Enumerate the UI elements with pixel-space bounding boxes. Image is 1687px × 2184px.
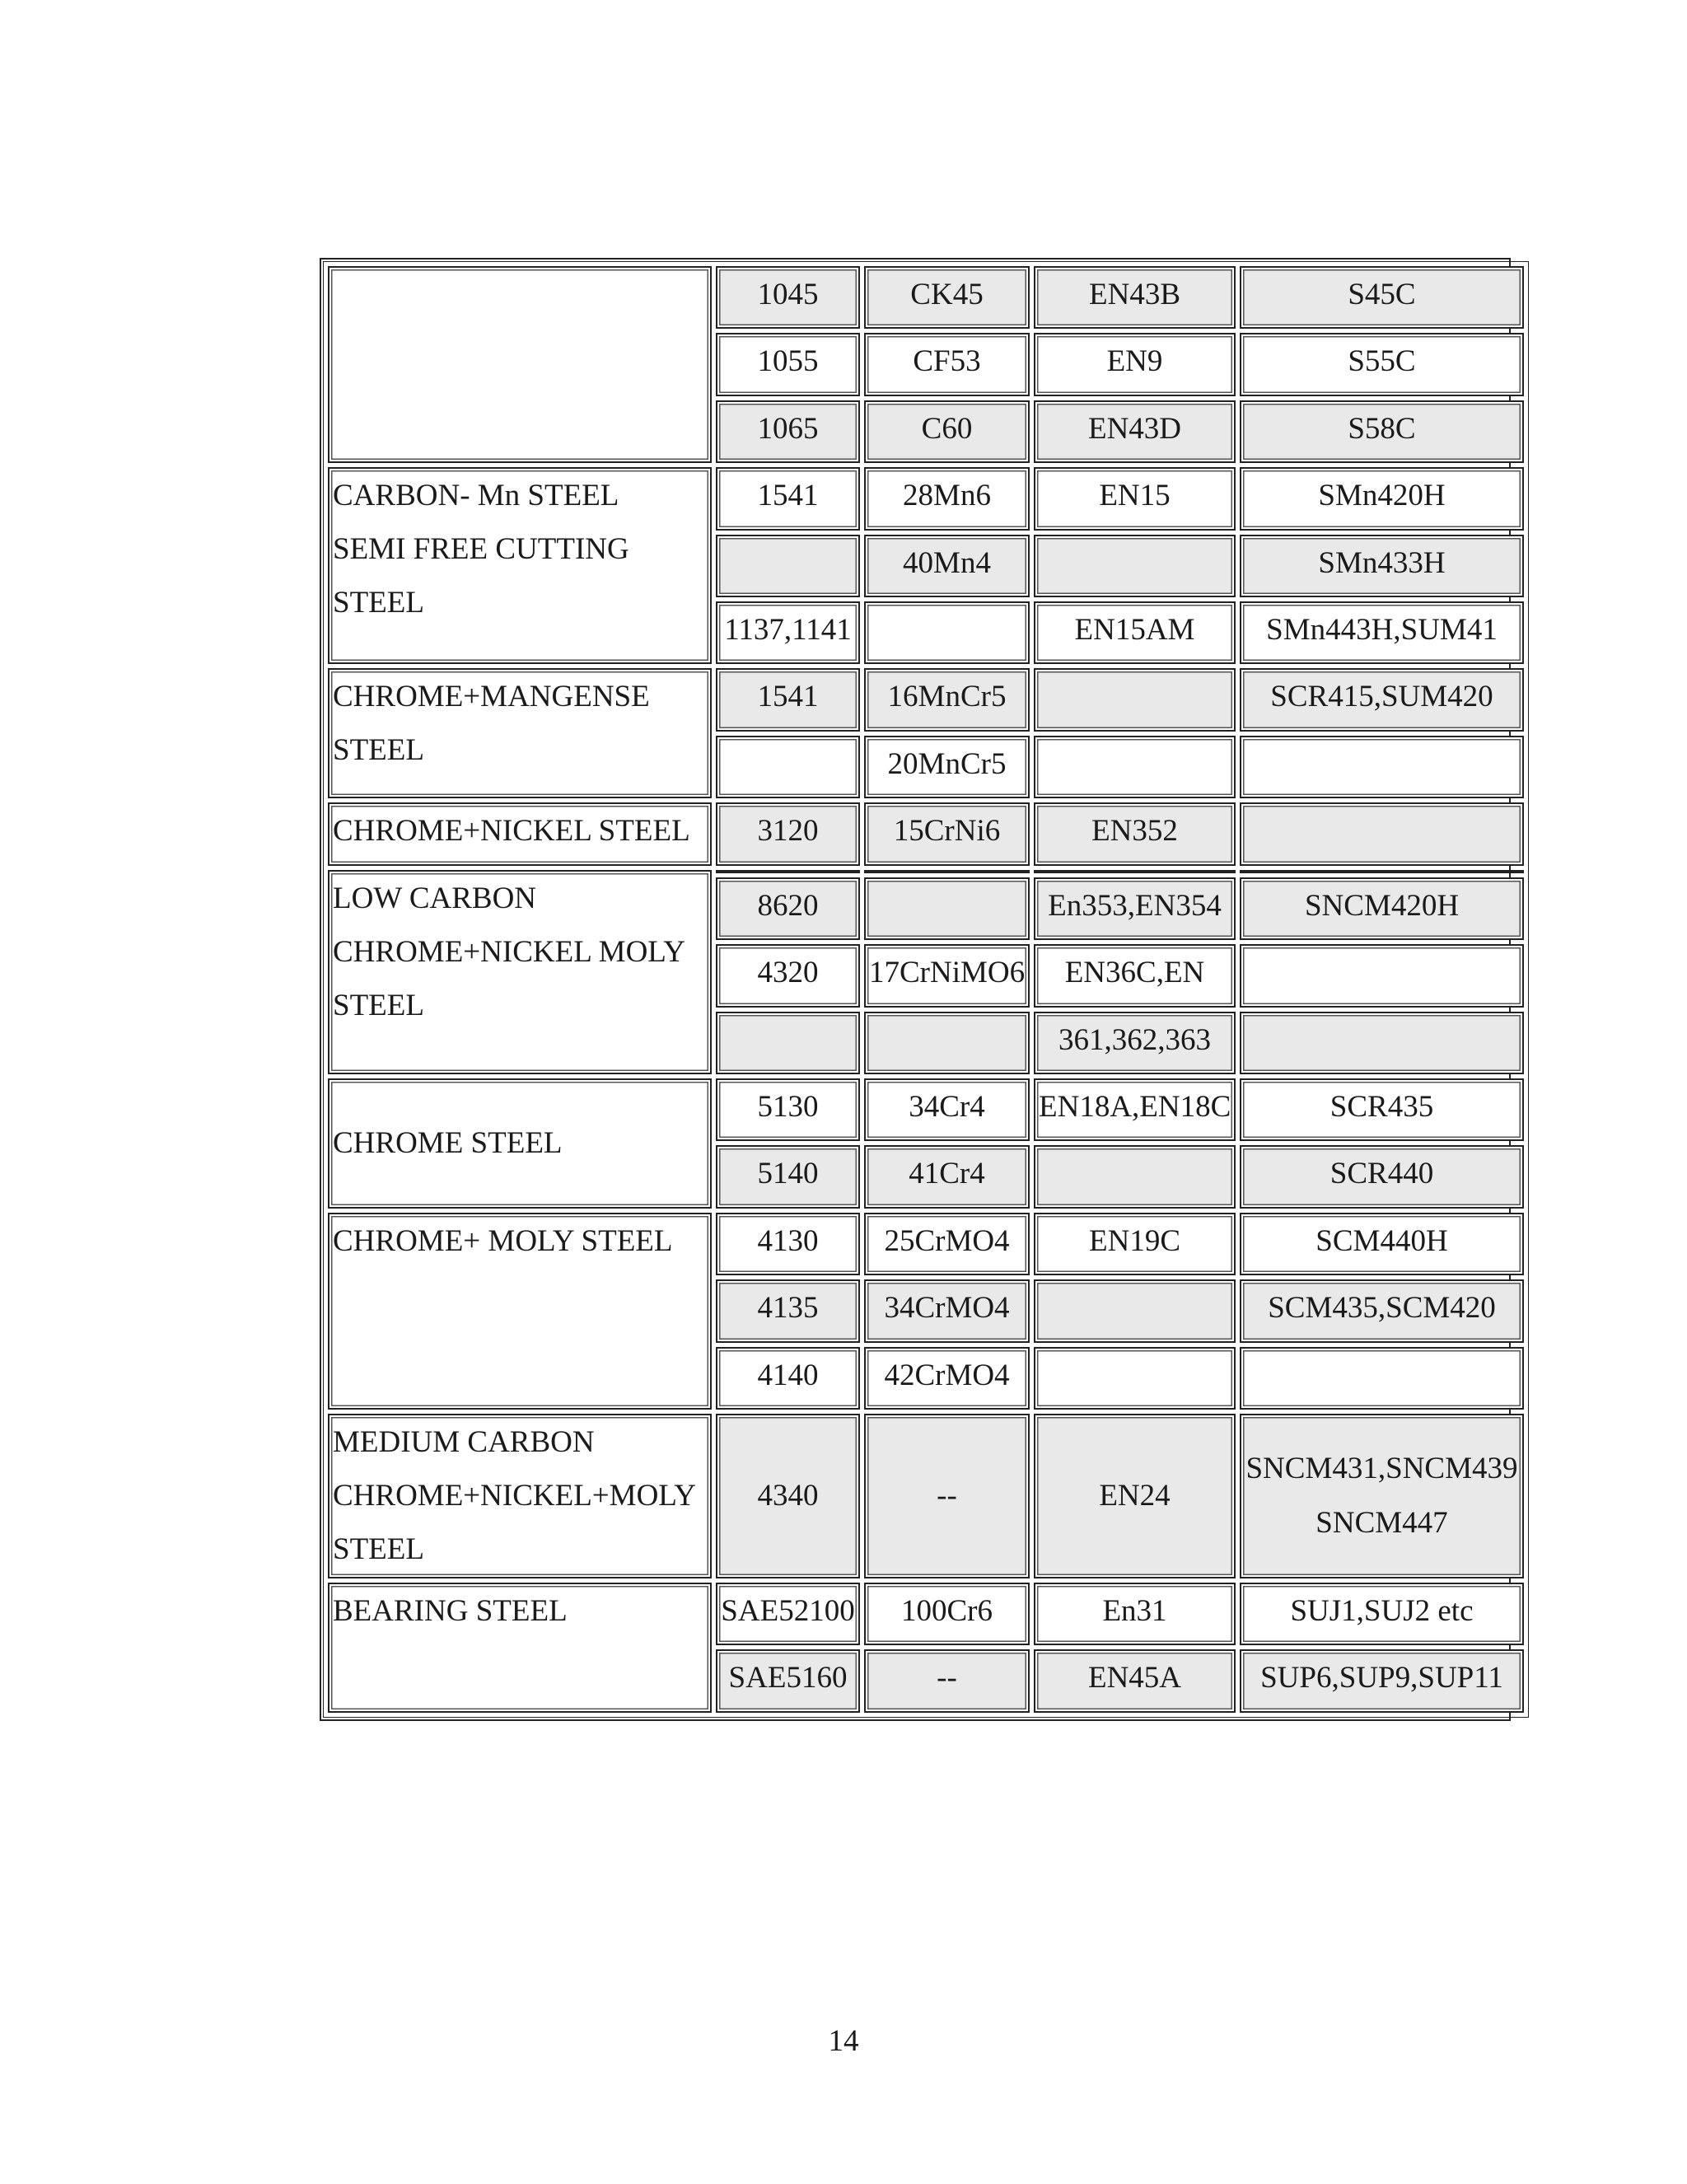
en-cell <box>1034 870 1236 873</box>
sae-aisi-cell: 4140 <box>716 1347 860 1410</box>
jis-cell: SMn433H <box>1240 535 1524 597</box>
category-label: CHROME+ MOLY STEEL <box>333 1223 673 1258</box>
din-cell <box>864 601 1030 664</box>
table-row <box>328 467 1524 530</box>
din-cell: 34CrMO4 <box>864 1279 1030 1342</box>
category-label: CHROME+MANGENSE <box>333 680 650 714</box>
table-row <box>328 1583 1524 1645</box>
jis-cell: S55C <box>1240 333 1524 395</box>
jis-cell: SNCM420H <box>1240 877 1524 940</box>
page-number: 14 <box>828 2024 859 2058</box>
jis-cell <box>1240 944 1524 1007</box>
en-cell <box>1034 736 1236 798</box>
table-row <box>328 668 1524 731</box>
en-cell: EN19C <box>1034 1213 1236 1275</box>
din-cell: CK45 <box>864 266 1030 329</box>
din-cell: -- <box>864 1414 1030 1578</box>
din-cell <box>864 877 1030 940</box>
category-label: SEMI FREE CUTTING <box>333 532 629 567</box>
jis-cell: SCR435 <box>1240 1078 1524 1141</box>
sae-aisi-cell: 1137,1141 <box>716 601 860 664</box>
en-cell <box>1034 668 1236 731</box>
din-cell: 100Cr6 <box>864 1583 1030 1645</box>
sae-aisi-cell: 1541 <box>716 668 860 731</box>
sae-aisi-cell <box>716 1012 860 1074</box>
jis-cell <box>1240 736 1524 798</box>
sae-aisi-cell: SAE5160 <box>716 1649 860 1713</box>
sae-aisi-cell: 1541 <box>716 467 860 530</box>
category-label: STEEL <box>333 586 424 620</box>
sae-aisi-cell: 1055 <box>716 333 860 395</box>
table-row <box>328 1078 1524 1141</box>
din-cell: 28Mn6 <box>864 467 1030 530</box>
sae-aisi-cell: 4320 <box>716 944 860 1007</box>
category-label: LOW CARBON <box>333 881 537 915</box>
din-cell: 16MnCr5 <box>864 668 1030 731</box>
en-cell: En31 <box>1034 1583 1236 1645</box>
table-row <box>328 266 1524 329</box>
din-cell: 41Cr4 <box>864 1145 1030 1208</box>
din-cell: 40Mn4 <box>864 535 1030 597</box>
category-label: STEEL <box>333 733 424 768</box>
jis-cell: SMn443H,SUM41 <box>1240 601 1524 664</box>
en-cell: EN43D <box>1034 400 1236 463</box>
category-cell <box>328 668 712 798</box>
sae-aisi-cell: 4130 <box>716 1213 860 1275</box>
jis-cell: S45C <box>1240 266 1524 329</box>
jis-cell: SCM440H <box>1240 1213 1524 1275</box>
en-cell: EN15 <box>1034 467 1236 530</box>
sae-aisi-cell: SAE52100 <box>716 1583 860 1645</box>
jis-cell: SUP6,SUP9,SUP11 <box>1240 1649 1524 1713</box>
din-cell <box>864 1012 1030 1074</box>
sae-aisi-cell: 1065 <box>716 400 860 463</box>
din-cell: 42CrMO4 <box>864 1347 1030 1410</box>
jis-cell: S58C <box>1240 400 1524 463</box>
category-label: BEARING STEEL <box>333 1594 568 1628</box>
category-label: STEEL <box>333 988 424 1022</box>
sae-aisi-cell: 8620 <box>716 877 860 940</box>
din-cell: 15CrNi6 <box>864 802 1030 865</box>
jis-cell <box>1240 870 1524 873</box>
category-label: MEDIUM CARBON <box>333 1425 595 1459</box>
sae-aisi-cell: 5130 <box>716 1078 860 1141</box>
din-cell <box>864 870 1030 873</box>
en-cell: EN18A,EN18C <box>1034 1078 1236 1141</box>
jis-cell <box>1240 802 1524 865</box>
category-cell <box>328 467 712 664</box>
category-cell <box>328 870 712 1075</box>
category-label: CARBON- Mn STEEL <box>333 479 619 513</box>
jis-cell: SMn420H <box>1240 467 1524 530</box>
jis-cell: SCM435,SCM420 <box>1240 1279 1524 1342</box>
category-cell <box>328 802 712 865</box>
din-cell: 17CrNiMO6 <box>864 944 1030 1007</box>
jis-cell: SUJ1,SUJ2 etc <box>1240 1583 1524 1645</box>
en-cell: EN352 <box>1034 802 1236 865</box>
category-cell <box>328 1078 712 1209</box>
jis-grade: SNCM447 <box>1315 1506 1448 1540</box>
jis-cell <box>1240 1347 1524 1410</box>
jis-cell <box>1240 1012 1524 1074</box>
category-label: CHROME+NICKEL+MOLY <box>333 1479 696 1513</box>
category-cell <box>328 1414 712 1578</box>
jis-cell: SCR440 <box>1240 1145 1524 1208</box>
en-cell: EN45A <box>1034 1649 1236 1713</box>
en-cell <box>1034 1347 1236 1410</box>
sae-aisi-cell <box>716 535 860 597</box>
table-row <box>328 802 1524 865</box>
en-cell: 361,362,363 <box>1034 1012 1236 1074</box>
en-cell: En353,EN354 <box>1034 877 1236 940</box>
en-cell: EN43B <box>1034 266 1236 329</box>
category-cell <box>328 1583 712 1713</box>
en-cell: EN15AM <box>1034 601 1236 664</box>
sae-aisi-cell <box>716 736 860 798</box>
sae-aisi-cell: 4135 <box>716 1279 860 1342</box>
category-label: CHROME+NICKEL MOLY <box>333 934 685 969</box>
category-label: STEEL <box>333 1532 424 1566</box>
steel-grades-table <box>320 258 1518 1721</box>
category-label: CHROME+NICKEL STEEL <box>333 814 690 849</box>
en-cell: EN24 <box>1034 1414 1236 1578</box>
table-row <box>328 1414 1524 1578</box>
en-cell <box>1034 1145 1236 1208</box>
din-cell: 20MnCr5 <box>864 736 1030 798</box>
sae-aisi-cell: 5140 <box>716 1145 860 1208</box>
en-cell: EN36C,EN <box>1034 944 1236 1007</box>
en-cell: EN9 <box>1034 333 1236 395</box>
category-cell <box>328 1213 712 1410</box>
category-cell-empty <box>328 266 712 463</box>
din-cell: -- <box>864 1649 1030 1713</box>
table-row <box>328 870 1524 873</box>
table-row <box>328 1213 1524 1275</box>
jis-cell: SCR415,SUM420 <box>1240 668 1524 731</box>
jis-grade: SNCM431,SNCM439 <box>1245 1452 1518 1485</box>
category-label: CHROME STEEL <box>333 1126 563 1161</box>
sae-aisi-cell <box>716 870 860 873</box>
sae-aisi-cell: 4340 <box>716 1414 860 1578</box>
jis-cell <box>1240 1414 1524 1578</box>
din-cell: CF53 <box>864 333 1030 395</box>
sae-aisi-cell: 3120 <box>716 802 860 865</box>
en-cell <box>1034 1279 1236 1342</box>
din-cell: 25CrMO4 <box>864 1213 1030 1275</box>
en-cell <box>1034 535 1236 597</box>
sae-aisi-cell: 1045 <box>716 266 860 329</box>
din-cell: 34Cr4 <box>864 1078 1030 1141</box>
din-cell: C60 <box>864 400 1030 463</box>
